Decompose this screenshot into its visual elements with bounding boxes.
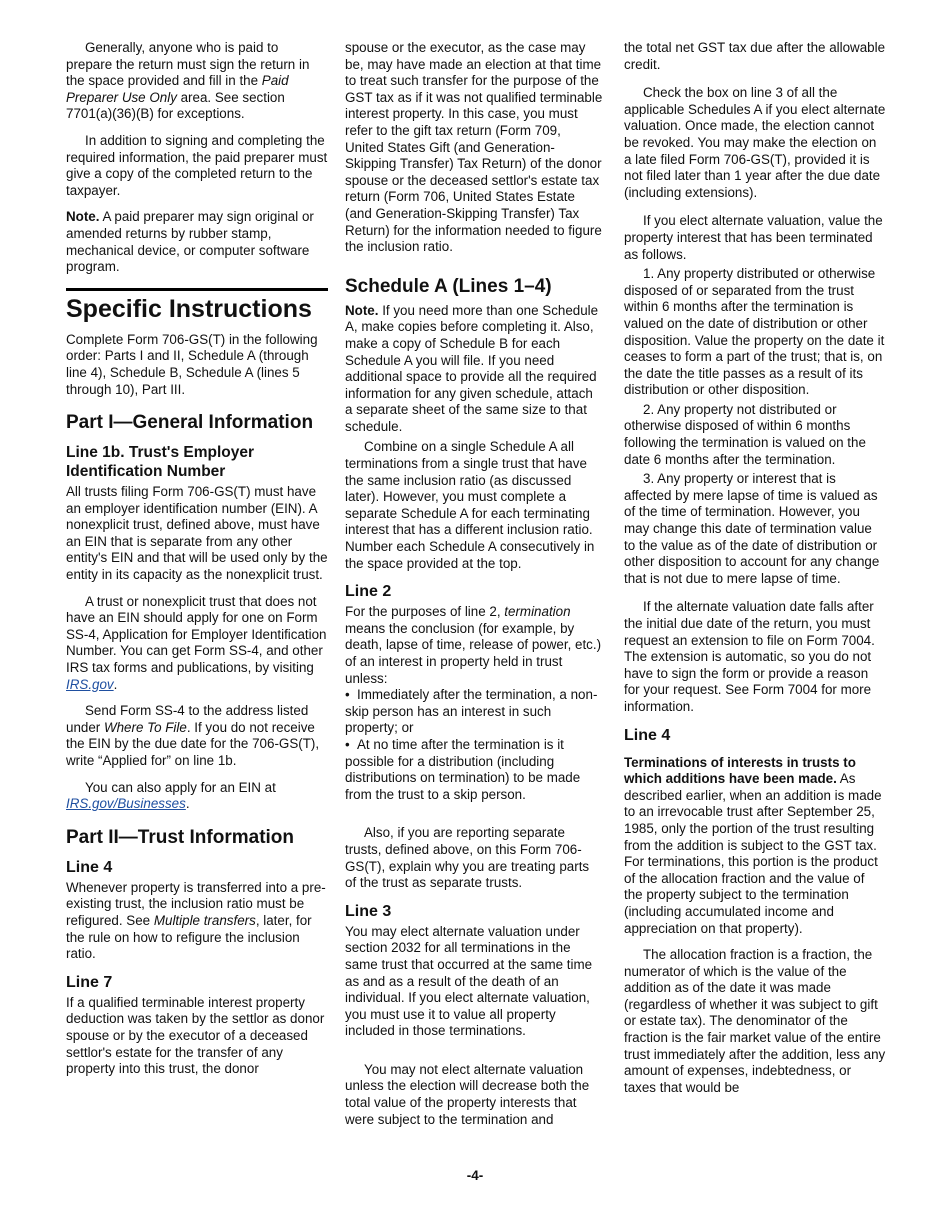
- column-1: [66, 40, 328, 1088]
- paragraph-preparer-copy: In addition to signing and completing the required information, the paid preparer must give a copy of the completed return to the taxpayer.: [66, 132, 328, 198]
- paragraph-order: Complete Form 706-GS(T) in the following order: Parts I and II, Schedule A (through line 4), Schedule B, Schedule A (lines 5 through 10), Part III.: [66, 331, 318, 397]
- list-item-3: 3. Any property or interest that is affected by mere lapse of time is valued as of the time of termination. However, you may change this date of termination value to the value as of the date of distribution or other disposition to account for any change that is not due to mere lapse of time.: [624, 471, 880, 586]
- column-2: [345, 40, 603, 1138]
- paragraph-may-not-elect: You may not elect alternate valuation unless the election will decrease both the total value of the property interests that were subject to the termination and: [345, 1061, 590, 1127]
- irs-gov-link[interactable]: IRS.gov: [66, 676, 114, 692]
- heading-line-7: Line 7: [66, 973, 113, 991]
- irs-gov-businesses-link[interactable]: IRS.gov/Businesses: [66, 796, 186, 812]
- note-rubber-stamp: Note. A paid preparer may sign original or amended returns by rubber stamp, mechanical device, or computer software program.: [66, 209, 314, 275]
- heading-specific-instructions: Specific Instructions: [66, 288, 328, 324]
- paragraph-line-3: You may elect alternate valuation under section 2032 for all terminations in the same trust that occurred at the same time as and as a result of the death of an individual. If you elect alternate valuation, you must use it to value all property included in those terminations.: [345, 923, 593, 1039]
- paragraph-ein: All trusts filing Form 706-GS(T) must have an employer identification number (EIN). A nonexplicit trust, defined above, must have an EIN that is separate from any other entity's EIN and that will be used only by the entity in its capacity as the nonexplicit trust.: [66, 484, 328, 583]
- paragraph-preparer-sign: Generally, anyone who is paid to prepare the return must sign the return in the space provided and fill in the Paid Preparer Use Only area. See section 7701(a)(36)(B) for exceptions.: [66, 40, 310, 122]
- page-number: -4-: [466, 1168, 484, 1183]
- paragraph-apply-ein: A trust or nonexplicit trust that does not have an EIN should apply for one on Form SS-4, Application for Employer Identification Number. You can get Form SS-4, and other IRS tax forms and publications, by visiting IRS.gov.: [66, 593, 327, 692]
- paragraph-line-4: Whenever property is transferred into a pre-existing trust, the inclusion ratio must be refigured. See Multiple transfers, later, for the rule on how to refigure the inclusion ratio.: [66, 879, 326, 962]
- list-item-2: 2. Any property not distributed or otherwise disposed of within 6 months following the termination is valued on the date 6 months after the termination.: [624, 401, 866, 467]
- heading-part-1: Part I—General Information: [66, 412, 314, 434]
- paragraph-send-ss4: Send Form SS-4 to the address listed under Where To File. If you do not receive the EIN by the due date for the 706-GS(T), write “Applied for” on line 1b.: [66, 703, 320, 768]
- heading-line-4-part2: Line 4: [66, 858, 113, 876]
- paragraph-terminations: Terminations of interests in trusts to which additions have been made. As described earlier, when an addition is made to an irrevocable trust after September 25, 1985, only the portion of the trust resulting from the addition is subject to the GST tax. For terminations, this portion is the product of the allocation fraction and the value of the property subject to the termination (including accumulated income and appreciation on that property).: [624, 754, 882, 936]
- paragraph-apply-online: You can also apply for an EIN at IRS.gov/Businesses.: [66, 779, 276, 812]
- heading-line-2: Line 2: [345, 583, 392, 601]
- bullet-non-skip: • Immediately after the termination, a non-skip person has an interest in such property; or: [345, 687, 598, 736]
- bullet-no-distribution: • At no time after the termination is it possible for a distribution (including distributions on termination) to be made from the trust to a skip person.: [345, 736, 581, 802]
- paragraph-if-elect: If you elect alternate valuation, value the property interest that has been terminated as follows.: [624, 213, 883, 262]
- paragraph-qtip-election: spouse or the executor, as the case may be, may have made an election at that time to treat such transfer for the purpose of the GST tax as if it was not qualified terminable interest property. In this case, you must refer to the gift tax return (Form 709, United States Gift (and Generation-Skipping Transfer) Tax Return) of the donor spouse or the deceased settlor's estate tax return (Form 706, United States Estate (and Generation-Skipping Transfer) Tax Return) for the information needed to figure the inclusion ratio.: [345, 40, 603, 255]
- heading-line-1b: Line 1b. Trust's Employer Identification Number: [66, 444, 255, 481]
- paragraph-net-gst: the total net GST tax due after the allowable credit.: [624, 40, 886, 72]
- heading-schedule-a: Schedule A (Lines 1–4): [345, 275, 552, 297]
- column-3: [624, 40, 886, 1106]
- paragraph-alt-date: If the alternate valuation date falls after the initial due date of the return, you must request an extension to file on Form 7004. The extension is automatic, so you do not have to sign the form or provide a reason for your request. See Form 7004 for more information.: [624, 599, 875, 714]
- heading-line-3: Line 3: [345, 902, 392, 920]
- paragraph-line-7: If a qualified terminable interest property deduction was taken by the settlor as donor spouse or by the executor of a deceased settlor's estate for the transfer of any property into this trust, the donor: [66, 994, 325, 1077]
- list-item-1: 1. Any property distributed or otherwise disposed of or separated from the trust within 6 months after the termination is valued on the date of distribution or other disposition. Value the property on the date it ceases to form a part of the trust; that is, on the date the title passes as a result of its distribution or other disposition.: [624, 266, 885, 398]
- paragraph-check-box: Check the box on line 3 of all the applicable Schedules A if you elect alternate valuation. Once made, the election cannot be revoked. You may make the election on a late filed Form 706-GS(T), provided it is not filed later than 1 year after the due date (including extensions).: [624, 85, 886, 200]
- paragraph-separate-trusts: Also, if you are reporting separate trusts, defined above, on this Form 706-GS(T), explain why you are treating parts of the trust as separate trusts.: [345, 825, 590, 891]
- paragraph-line-2: For the purposes of line 2, termination means the conclusion (for example, by death, lapse of time, release of power, etc.) of an interest in property held in trust unless:: [345, 604, 602, 686]
- note-schedule-a: Note. If you need more than one Schedule A, make copies before completing it. Also, make a copy of Schedule B for each Schedule A you will file. If you need additional space to provide all the required information for any given schedule, attach a separate sheet of the same size to that schedule.: [345, 302, 599, 434]
- paragraph-combine: Combine on a single Schedule A all terminations from a single trust that have the same inclusion ratio (as discussed later). However, you must complete a separate Schedule A for each terminating interest that has a different inclusion ratio. Number each Schedule A consecutively in the space provided at the top.: [345, 439, 595, 571]
- paragraph-allocation: The allocation fraction is a fraction, the numerator of which is the value of the addition as of the date it was made (regardless of whether it was subject to gift or estate tax). The denominator of the fraction is the fair market value of the entire trust immediately after the addition, less any amount of expenses, indebtedness, or taxes that would be: [624, 947, 886, 1095]
- heading-part-2: Part II—Trust Information: [66, 826, 295, 848]
- heading-line-4-sched: Line 4: [624, 726, 671, 744]
